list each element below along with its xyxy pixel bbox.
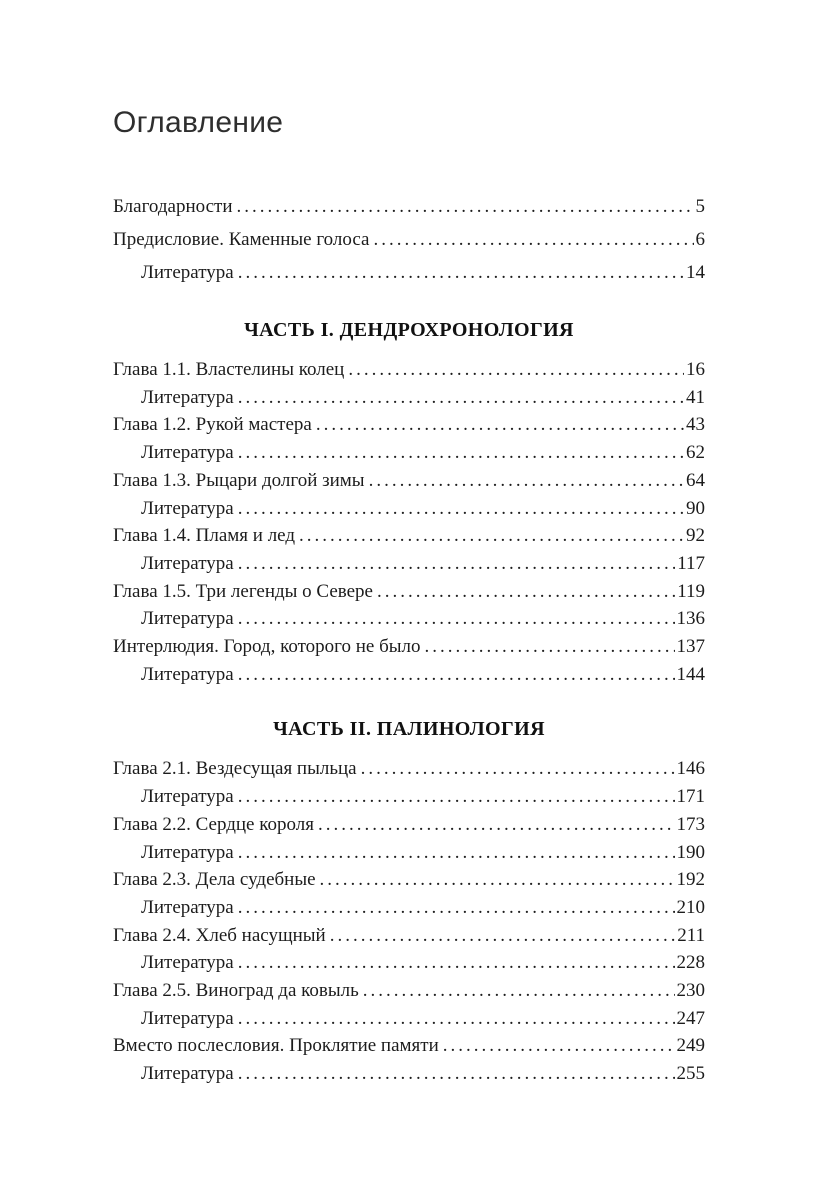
toc-entry-page-number: 64 bbox=[686, 469, 705, 491]
toc-entry-page-number: 41 bbox=[686, 386, 705, 408]
toc-entry-label: Глава 2.5. Виноград да ковыль bbox=[113, 980, 359, 1002]
toc-entry-page-number: 119 bbox=[677, 580, 705, 602]
toc-entry bbox=[113, 633, 705, 661]
toc-entry-page-number: 14 bbox=[686, 262, 705, 283]
toc-entry-label: Литература bbox=[141, 786, 234, 808]
toc-entry-page-number: 211 bbox=[677, 924, 705, 946]
dot-leader bbox=[369, 467, 684, 495]
toc-entry-page-number: 190 bbox=[676, 841, 705, 863]
dot-leader bbox=[238, 1005, 675, 1033]
toc-entry-literature bbox=[113, 1060, 705, 1088]
dot-leader bbox=[363, 977, 675, 1005]
toc-entry bbox=[113, 190, 705, 223]
page-title: Оглавление bbox=[113, 106, 284, 139]
toc-entry-page-number: 144 bbox=[676, 663, 705, 685]
toc-section bbox=[113, 190, 705, 289]
toc-entry-label: Глава 1.2. Рукой мастера bbox=[113, 414, 312, 436]
toc-entry-label: Глава 2.2. Сердце короля bbox=[113, 813, 314, 835]
toc-entry bbox=[113, 922, 705, 950]
toc-entry-label: Литература bbox=[141, 663, 234, 685]
toc-entry bbox=[113, 356, 705, 384]
toc-entry-page-number: 117 bbox=[677, 552, 705, 574]
dot-leader bbox=[238, 495, 684, 523]
toc-entry-page-number: 5 bbox=[695, 196, 705, 217]
toc-entry-label: Литература bbox=[141, 497, 234, 519]
toc-entry-page-number: 6 bbox=[695, 229, 705, 250]
toc-entry-page-number: 90 bbox=[686, 497, 705, 519]
dot-leader bbox=[316, 411, 684, 439]
dot-leader bbox=[238, 949, 675, 977]
toc-entry-page-number: 43 bbox=[686, 414, 705, 436]
toc-section bbox=[113, 718, 705, 1087]
toc-entry-label: Предисловие. Каменные голоса bbox=[113, 229, 370, 250]
toc-entry-page-number: 249 bbox=[676, 1035, 705, 1057]
toc-entry-literature bbox=[113, 384, 705, 412]
toc-entry bbox=[113, 578, 705, 606]
toc-entry-literature bbox=[113, 839, 705, 867]
toc-entry-label: Литература bbox=[141, 262, 234, 283]
toc-section bbox=[113, 319, 705, 688]
toc-entry-literature bbox=[113, 256, 705, 289]
toc-entry-label: Вместо послесловия. Проклятие памяти bbox=[113, 1035, 439, 1057]
dot-leader bbox=[320, 866, 675, 894]
toc-entry-label: Глава 1.5. Три легенды о Севере bbox=[113, 580, 373, 602]
dot-leader bbox=[238, 384, 684, 412]
toc-entry-label: Литература bbox=[141, 1007, 234, 1029]
toc-entry-page-number: 255 bbox=[676, 1063, 705, 1085]
toc-entry bbox=[113, 1032, 705, 1060]
toc-entry-page-number: 173 bbox=[676, 813, 705, 835]
dot-leader bbox=[238, 550, 675, 578]
toc-entry-literature bbox=[113, 605, 705, 633]
toc-entry bbox=[113, 522, 705, 550]
toc-entry-page-number: 210 bbox=[676, 896, 705, 918]
dot-leader bbox=[373, 223, 693, 256]
toc-entry-literature bbox=[113, 550, 705, 578]
toc-entry-literature bbox=[113, 439, 705, 467]
toc-entry-page-number: 62 bbox=[686, 442, 705, 464]
toc-entry-label: Литература bbox=[141, 1063, 234, 1085]
dot-leader bbox=[377, 578, 675, 606]
toc-entry-label: Глава 2.1. Вездесущая пыльца bbox=[113, 758, 357, 780]
toc-entry-literature bbox=[113, 949, 705, 977]
toc-entry-page-number: 146 bbox=[676, 758, 705, 780]
toc-entry-label: Благодарности bbox=[113, 196, 233, 217]
table-of-contents bbox=[113, 190, 705, 1088]
toc-entry-page-number: 92 bbox=[686, 525, 705, 547]
dot-leader bbox=[237, 190, 694, 223]
dot-leader bbox=[443, 1032, 675, 1060]
toc-entry bbox=[113, 223, 705, 256]
dot-leader bbox=[238, 256, 684, 289]
page-content bbox=[113, 0, 705, 1088]
dot-leader bbox=[348, 356, 684, 384]
dot-leader bbox=[238, 439, 684, 467]
toc-entry-label: Глава 2.4. Хлеб насущный bbox=[113, 924, 326, 946]
toc-entry-literature bbox=[113, 1005, 705, 1033]
dot-leader bbox=[238, 1060, 675, 1088]
dot-leader bbox=[425, 633, 675, 661]
dot-leader bbox=[238, 661, 675, 689]
toc-entry-page-number: 228 bbox=[676, 952, 705, 974]
dot-leader bbox=[238, 605, 675, 633]
toc-entry-literature bbox=[113, 661, 705, 689]
toc-entry-page-number: 16 bbox=[686, 359, 705, 380]
toc-entry-label: Глава 1.3. Рыцари долгой зимы bbox=[113, 469, 365, 491]
dot-leader bbox=[361, 755, 675, 783]
toc-entry-label: Литература bbox=[141, 608, 234, 630]
toc-entry-literature bbox=[113, 894, 705, 922]
toc-entry-label: Литература bbox=[141, 386, 234, 408]
toc-entry-label: Глава 1.4. Пламя и лед bbox=[113, 525, 296, 547]
dot-leader bbox=[238, 894, 675, 922]
toc-entry-label: Интерлюдия. Город, которого не было bbox=[113, 636, 421, 658]
toc-entry-page-number: 192 bbox=[676, 869, 705, 891]
toc-entry bbox=[113, 866, 705, 894]
dot-leader bbox=[238, 783, 675, 811]
toc-entry bbox=[113, 977, 705, 1005]
toc-entry-literature bbox=[113, 783, 705, 811]
part-heading: ЧАСТЬ II. ПАЛИНОЛОГИЯ bbox=[273, 718, 545, 741]
toc-entry-label: Глава 1.1. Властелины колец bbox=[113, 359, 345, 380]
toc-entry-literature bbox=[113, 495, 705, 523]
dot-leader bbox=[238, 839, 675, 867]
toc-entry bbox=[113, 811, 705, 839]
toc-entry bbox=[113, 467, 705, 495]
dot-leader bbox=[318, 811, 675, 839]
toc-entry-page-number: 171 bbox=[676, 786, 705, 808]
toc-entry-label: Литература bbox=[141, 841, 234, 863]
toc-entry-label: Литература bbox=[141, 896, 234, 918]
toc-entry bbox=[113, 755, 705, 783]
toc-entry-page-number: 137 bbox=[676, 636, 705, 658]
toc-entry-label: Литература bbox=[141, 442, 234, 464]
toc-entry-label: Глава 2.3. Дела судебные bbox=[113, 869, 316, 891]
toc-entry-label: Литература bbox=[141, 552, 234, 574]
toc-entry-page-number: 136 bbox=[676, 608, 705, 630]
toc-entry-page-number: 247 bbox=[676, 1007, 705, 1029]
toc-entry-page-number: 230 bbox=[676, 980, 705, 1002]
dot-leader bbox=[299, 522, 684, 550]
toc-entry-label: Литература bbox=[141, 952, 234, 974]
dot-leader bbox=[330, 922, 676, 950]
part-heading: ЧАСТЬ I. ДЕНДРОХРОНОЛОГИЯ bbox=[244, 319, 574, 341]
toc-entry bbox=[113, 411, 705, 439]
